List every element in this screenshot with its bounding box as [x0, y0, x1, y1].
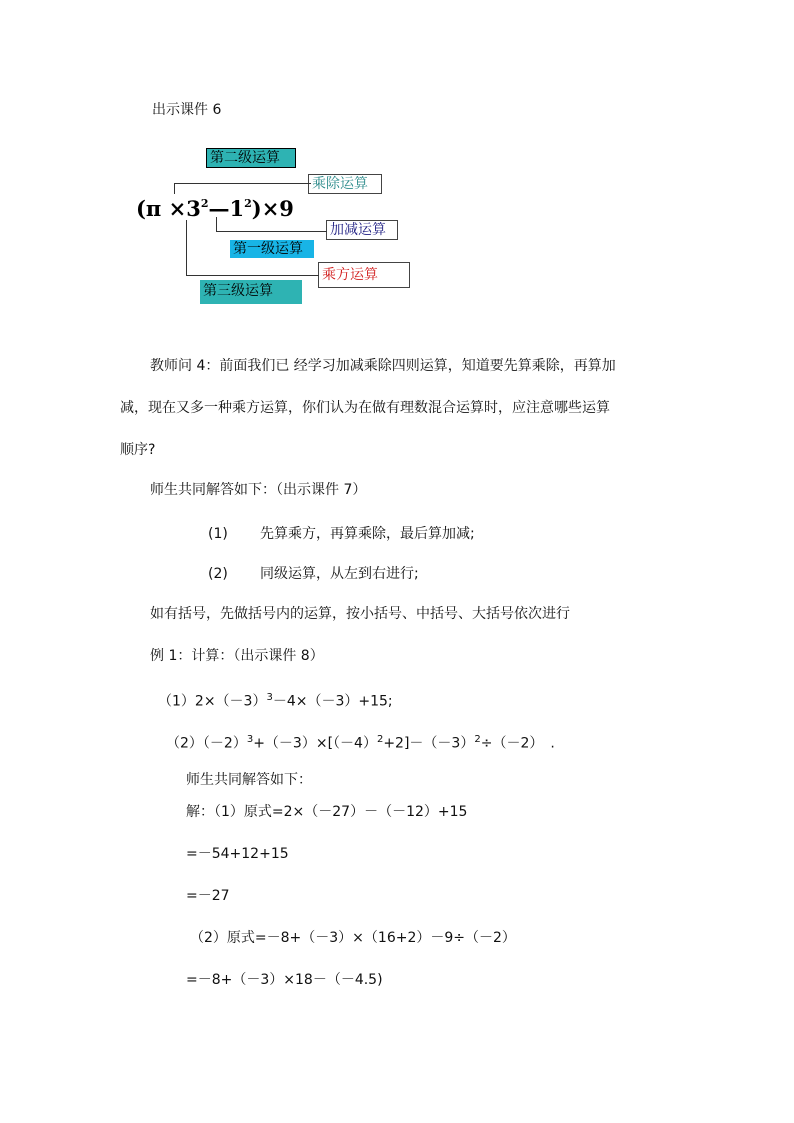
second-level-label: 第二级运算	[206, 148, 296, 168]
add-sub-label: 加减运算	[326, 220, 398, 240]
teacher-question-line-2: 减，现在又多一种乘方运算，你们认为在做有理数混合运算时，应注意哪些运算	[120, 400, 610, 416]
formula-expression: $(\pi \times 3^2—1^2)\times 9$	[136, 196, 294, 221]
power-label: 乘方运算	[318, 262, 410, 288]
example-1-problem: $(1)2\times(-3)^3-4\times(-3)+15$;	[158, 692, 393, 710]
operation-level-diagram	[130, 144, 420, 309]
intro-text: 出示课件 6	[152, 102, 222, 118]
bracket-rule: 如有括号，先做括号内的运算，按小括号、中括号、大括号依次进行	[150, 606, 570, 622]
mul-div-connector	[192, 183, 308, 184]
rule-1-number: (1)	[208, 526, 228, 542]
teacher-question-line-1: 教师问 4：前面我们已 经学习加减乘除四则运算，知道要先算乘除，再算加	[150, 358, 616, 374]
rule-2-number: (2)	[208, 566, 228, 582]
teacher-question-line-3: 顺序?	[120, 442, 156, 458]
rule-2-text: 同级运算，从左到右进行;	[260, 566, 419, 582]
rule-1-text: 先算乘方，再算乘除，最后算加减;	[260, 526, 475, 542]
solution-line-4: （2）原式=－8+（－3）×（16+2）－9÷（－2）	[190, 930, 516, 946]
solution-line-1: 解：（1）原式=2×（－27）－（－12）+15	[186, 804, 468, 820]
solution-line-3: =－27	[186, 888, 230, 904]
first-level-label: 第一级运算	[230, 240, 314, 258]
solution-line-5: =－8+（－3）×18－（－4.5)	[186, 972, 383, 988]
answer-intro: 师生共同解答如下：（出示课件 7）	[150, 482, 367, 498]
mul-div-label: 乘除运算	[308, 174, 382, 194]
second-level-bracket	[174, 183, 311, 194]
solution-line-2: =－54+12+15	[186, 846, 289, 862]
power-connector	[186, 220, 319, 276]
solve-intro: 师生共同解答如下：	[186, 772, 312, 788]
third-level-label: 第三级运算	[200, 280, 302, 304]
example-heading: 例 1：计算：（出示课件 8）	[150, 648, 324, 664]
example-2-problem: $(2)(-2)^3+(-3)\times[(-4)^2+2]-(-3)^2\div(-2)$ .	[166, 734, 555, 752]
